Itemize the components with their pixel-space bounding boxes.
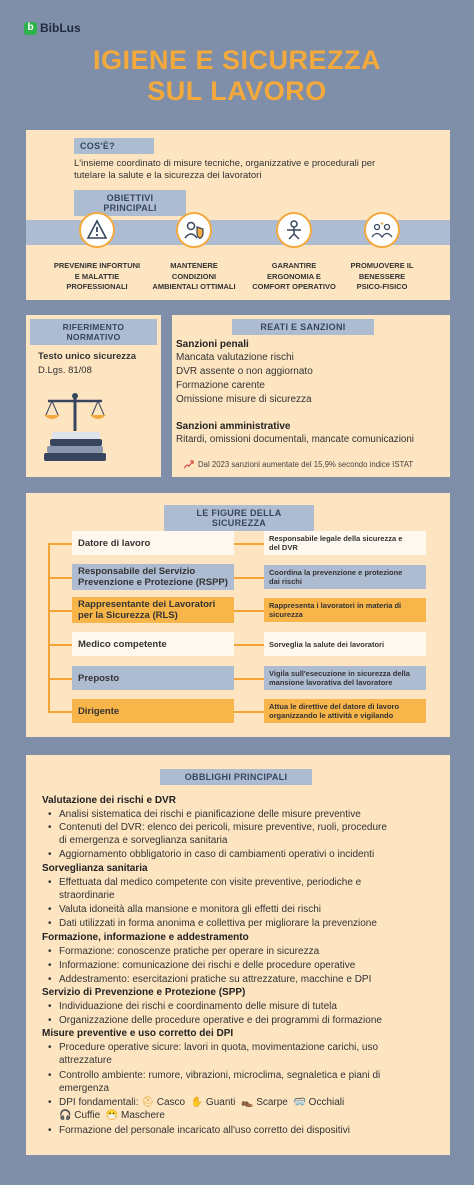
- obbligo-heading-dvr: Valutazione dei rischi e DVR: [42, 795, 176, 806]
- list-item: • Individuazione dei rischi e coordinamento delle misure di tutela: [42, 1000, 337, 1013]
- role-rspp: Responsabile del Servizio Prevenzione e Protezione (RSPP): [72, 564, 234, 590]
- normativo-tag: RIFERIMENTO NORMATIVO: [30, 319, 157, 345]
- obbligo-heading-dpi: Misure preventive e uso corretto dei DPI: [42, 1028, 234, 1039]
- biblus-logo-icon: b: [24, 22, 37, 35]
- cose-text-line1: L'insieme coordinato di misure tecniche, organizzative e procedurali per: [74, 158, 376, 169]
- list-item: • Aggiornamento obbligatorio in caso di cambiamenti operativi o incidenti: [42, 848, 374, 861]
- law-scale-books-icon: [40, 391, 110, 470]
- obbligo-heading-spp: Servizio di Prevenzione e Protezione (SPP): [42, 987, 246, 998]
- desc-dirigente: Attua le direttive del datore di lavoro organizzando le attività e vigilando: [264, 699, 426, 723]
- list-item: • Contenuti del DVR: elenco dei pericoli, misure preventive, ruoli, procedure di emergenza e sorveglianza sanitaria: [42, 821, 387, 847]
- role-medico-competente: Medico competente: [72, 632, 234, 656]
- connector-vertical: [48, 543, 50, 712]
- list-item: • Procedure operative sicure: lavori in quota, movimentazione carichi, uso attrezzature: [42, 1041, 378, 1067]
- page-title-line1: IGIENE E SICUREZZA: [92, 45, 382, 75]
- sanzioni-amministrative-title: Sanzioni amministrative: [176, 421, 291, 432]
- shield-worker-icon: [176, 212, 212, 248]
- intro-panel: [26, 130, 450, 300]
- desc-rls: Rappresenta i lavoratori in materia di sicurezza: [264, 598, 426, 622]
- role-datore-di-lavoro: Datore di lavoro: [72, 531, 234, 555]
- obbligo-heading-formazione: Formazione, informazione e addestramento: [42, 932, 249, 943]
- desc-preposto: Vigila sull'esecuzione in sicurezza della mansione lavorativa del lavoratore: [264, 666, 426, 690]
- desc-rspp: Coordina la prevenzione e protezione dai rischi: [264, 565, 426, 589]
- istat-note: Dal 2023 sanzioni aumentate del 15,9% secondo indice ISTAT: [184, 460, 413, 469]
- objective-label-2: MANTENERE CONDIZIONI AMBIENTALI OTTIMALI: [152, 261, 236, 291]
- obiettivi-tag: OBIETTIVI PRINCIPALI: [74, 190, 186, 216]
- list-item: • Informazione: comunicazione dei rischi e delle procedure operative: [42, 959, 355, 972]
- amministrative-text: Ritardi, omissioni documentali, mancate comunicazioni: [176, 434, 414, 445]
- obblighi-panel: [26, 755, 450, 1155]
- penali-item: DVR assente o non aggiornato: [176, 366, 313, 377]
- sanzioni-penali-title: Sanzioni penali: [176, 339, 249, 350]
- list-item: • Analisi sistematica dei rischi e pianificazione delle misure preventive: [42, 808, 361, 821]
- list-item: • Formazione: conoscenze pratiche per operare in sicurezza: [42, 945, 319, 958]
- normativo-panel: [26, 315, 161, 477]
- cose-tag: COS'È?: [74, 138, 154, 154]
- objective-label-1: PREVENIRE INFORTUNI E MALATTIE PROFESSIONALI: [53, 261, 141, 291]
- boots-icon: 👞: [240, 1097, 254, 1108]
- gloves-icon: ✋: [190, 1097, 204, 1108]
- earmuffs-icon: 🎧: [59, 1110, 72, 1121]
- mask-icon: 😷: [105, 1110, 119, 1121]
- warning-sign-icon: [79, 212, 115, 248]
- ergonomic-worker-icon: [276, 212, 312, 248]
- law-title: Testo unico sicurezza: [38, 351, 137, 362]
- cose-text-line2: tutelare la salute e la sicurezza dei lavoratori: [74, 170, 262, 181]
- list-item: • Formazione del personale incaricato all'uso corretto dei dispositivi: [42, 1124, 350, 1137]
- role-dirigente: Dirigente: [72, 699, 234, 723]
- biblus-logo-text: BibLus: [40, 21, 81, 35]
- obbligo-heading-sorveglianza: Sorveglianza sanitaria: [42, 863, 148, 874]
- list-item: • Organizzazione delle procedure operative e dei programmi di formazione: [42, 1014, 382, 1027]
- obblighi-tag: OBBLIGHI PRINCIPALI: [160, 769, 312, 785]
- list-item: • Controllo ambiente: rumore, vibrazioni, microclima, segnaletica e piani di emergenza: [42, 1069, 380, 1095]
- reati-panel: [172, 315, 450, 477]
- list-item: • Effettuata dal medico competente con visite preventive, periodiche e straordinarie: [42, 876, 361, 902]
- wellbeing-group-icon: [364, 212, 400, 248]
- objective-label-3: GARANTIRE ERGONOMIA E COMFORT OPERATIVO: [252, 261, 336, 291]
- role-preposto: Preposto: [72, 666, 234, 690]
- desc-medico-competente: Sorveglia la salute dei lavoratori: [264, 632, 426, 656]
- penali-item: Mancata valutazione rischi: [176, 352, 294, 363]
- reati-tag: REATI E SANZIONI: [232, 319, 374, 335]
- role-rls: Rappresentante dei Lavoratori per la Sicurezza (RLS): [72, 597, 234, 623]
- list-item-dpi: • DPI fondamentali: ⛑ Casco ✋ Guanti 👞 Scarpe 🥽 Occhiali 🎧 Cuffie 😷 Maschere: [42, 1096, 344, 1122]
- law-reference: D.Lgs. 81/08: [38, 365, 92, 376]
- objective-label-4: PROMUOVERE IL BENESSERE PSICO-FISICO: [350, 261, 414, 291]
- desc-datore-di-lavoro: Responsabile legale della sicurezza e del DVR: [264, 531, 426, 555]
- figure-panel: [26, 493, 450, 737]
- list-item: • Dati utilizzati in forma anonima e collettiva per migliorare la prevenzione: [42, 917, 377, 930]
- penali-item: Omissione misure di sicurezza: [176, 394, 312, 405]
- trend-up-icon: [184, 460, 194, 469]
- page-title-line2: SUL LAVORO: [147, 76, 327, 106]
- helmet-icon: ⛑: [141, 1097, 154, 1108]
- goggles-icon: 🥽: [293, 1097, 306, 1108]
- penali-item: Formazione carente: [176, 380, 265, 391]
- list-item: • Addestramento: esercitazioni pratiche su attrezzature, macchine e DPI: [42, 973, 371, 986]
- biblus-logo: [24, 21, 81, 35]
- figure-tag: LE FIGURE DELLA SICUREZZA: [164, 505, 314, 531]
- list-item: • Valuta idoneità alla mansione e monitora gli effetti dei rischi: [42, 903, 321, 916]
